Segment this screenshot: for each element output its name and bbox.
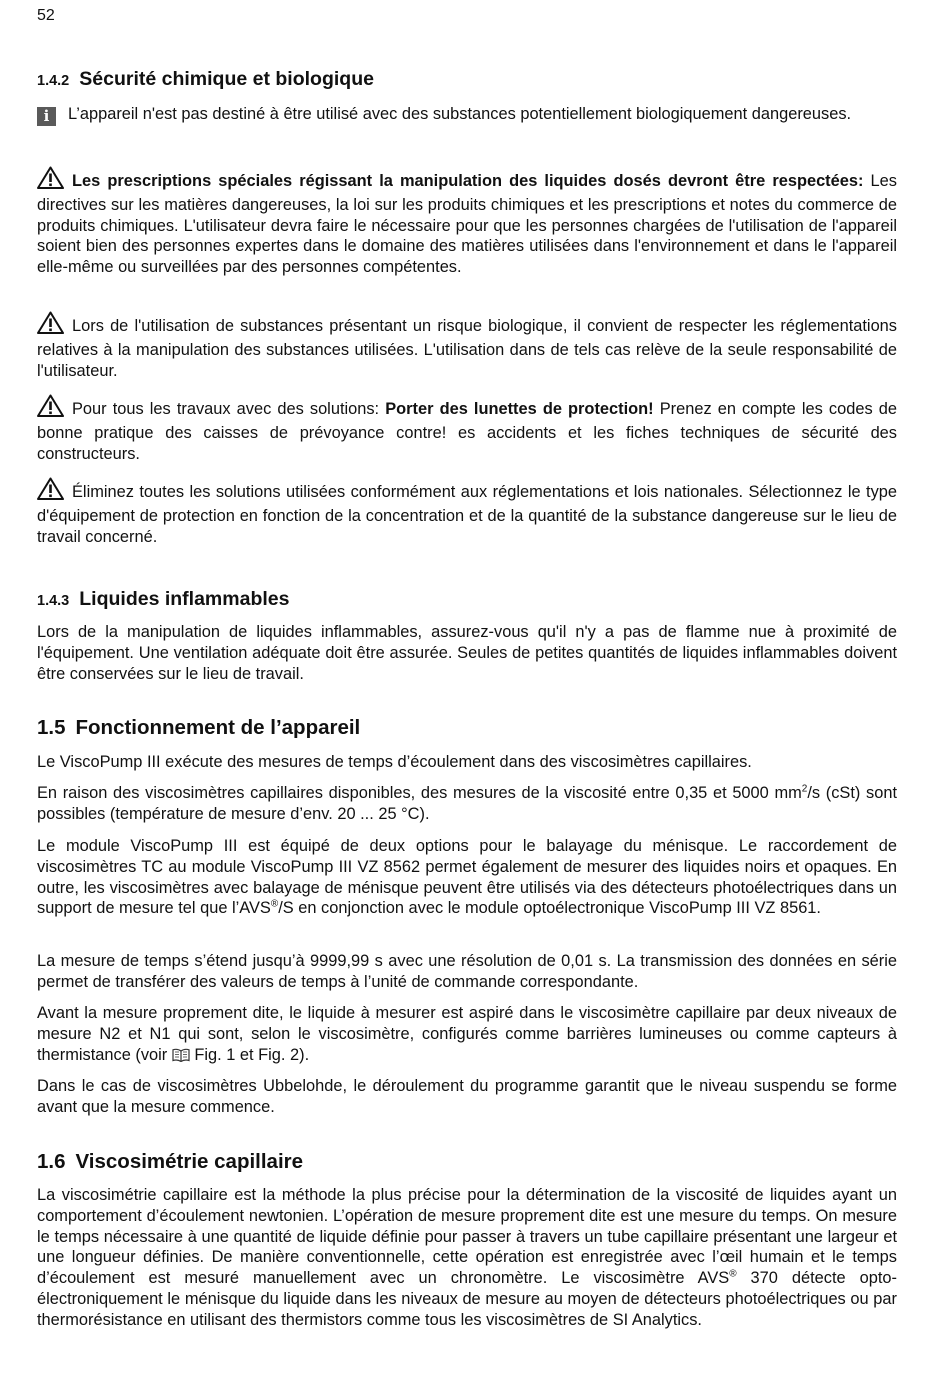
paragraph-text: 370 détecte opto-électroniquement le ménisque du liquide dans les niveaux de mesure au moyen de détecteurs photoélectriques ou par thermorésistance en utilisant des thermistors comme tous les viscosimètres de SI Analytics. xyxy=(37,1269,897,1329)
paragraph-text: Dans le cas de viscosimètres Ubbelohde, le déroulement du programme garantit que le niveau suspendu se forme avant que la mesure commence. xyxy=(37,1077,897,1116)
warning-bold-text: Porter des lunettes de protection! xyxy=(385,400,654,418)
paragraph xyxy=(37,622,897,684)
paragraph-text: Avant la mesure proprement dite, le liquide à mesurer est aspiré dans le viscosimètre capillaire par deux niveaux de mesure N2 et N1 qui sont, selon le viscosimètre, configurés comme barrières lumineuses ou comme capteurs à thermistance (voir xyxy=(37,1004,897,1064)
section-heading-1-5 xyxy=(37,716,360,740)
section-heading-1-4-2 xyxy=(37,68,374,91)
warning-note-1 xyxy=(37,166,897,278)
section-title: Liquides inflammables xyxy=(79,588,290,610)
warning-bold-text: Les prescriptions spéciales régissant la manipulation des liquides dosés devront être respectées: xyxy=(72,172,864,190)
paragraph-text: Le ViscoPump III exécute des mesures de temps d’écoulement dans des viscosimètres capillaires. xyxy=(37,753,752,771)
warning-text: Prenez en compte les codes de bonne pratique des caisses de prévoyance contre! es accidents et les fiches techniques de sécurité des constructeurs. xyxy=(37,400,897,463)
info-note xyxy=(37,104,897,126)
paragraph xyxy=(37,836,897,919)
paragraph-text: Fig. 1 et Fig. 2). xyxy=(189,1045,310,1064)
section-number: 1.6 xyxy=(37,1150,66,1173)
page-number: 52 xyxy=(37,7,55,24)
warning-icon xyxy=(37,166,64,195)
superscript: 2 xyxy=(801,783,808,795)
section-number: 1.5 xyxy=(37,716,66,739)
info-icon: i xyxy=(37,107,56,126)
section-heading-1-4-3 xyxy=(37,588,289,611)
paragraph xyxy=(37,1185,897,1331)
paragraph-text: La mesure de temps s’étend jusqu’à 9999,99 s avec une résolution de 0,01 s. La transmission des données en série permet de transférer des valeurs de temps à l’unité de commande correspondante. xyxy=(37,952,897,991)
paragraph xyxy=(37,783,897,825)
paragraph xyxy=(37,1003,897,1067)
warning-note-2 xyxy=(37,311,897,381)
warning-icon xyxy=(37,311,64,340)
warning-note-3 xyxy=(37,394,897,464)
warning-icon xyxy=(37,477,64,506)
section-number: 1.4.3 xyxy=(37,593,70,609)
section-number: 1.4.2 xyxy=(37,73,70,89)
paragraph-text: /S en conjonction avec le module optoélectronique ViscoPump III VZ 8561. xyxy=(278,899,821,918)
book-icon xyxy=(172,1047,190,1068)
paragraph xyxy=(37,1076,897,1118)
warning-text: Éliminez toutes les solutions utilisées conformément aux réglementations et lois nationales. Sélectionnez le type d'équipement de protection en fonction de la concentration et de la quantité de la substance dangereuse sur le lieu de travail concerné. xyxy=(37,483,897,546)
warning-text: Lors de l'utilisation de substances présentant un risque biologique, il convient de respecter les réglementations relatives à la manipulation des substances utilisées. L'utilisation dans de tels cas relève de la seule responsabilité de l'utilisateur. xyxy=(37,317,897,380)
paragraph-text: /s (cSt) sont possibles (température de mesure d’env. 20 ... 25 °C). xyxy=(37,784,898,823)
paragraph-text: La viscosimétrie capillaire est la méthode la plus précise pour la détermination de la viscosité de liquides ayant un comportement d’écoulement newtonien. L’opération de mesure proprement dite est une mesure du temps. On mesure le temps nécessaire à une quantité de liquide définie pour passer à travers un tube capillaire présentant une largeur et une longueur définies. De manière conventionnelle, cette opération est enregistrée avec l’œil humain et le temps d’écoulement est mesuré manuellement avec un chronomètre. Le viscosimètre AVS xyxy=(37,1186,897,1288)
superscript: ® xyxy=(729,1268,737,1280)
section-heading-1-6 xyxy=(37,1150,303,1174)
section-title: Fonctionnement de l’appareil xyxy=(75,716,361,739)
warning-note-4 xyxy=(37,477,897,547)
superscript: ® xyxy=(270,898,279,910)
paragraph xyxy=(37,752,897,773)
paragraph-text: En raison des viscosimètres capillaires disponibles, des mesures de la viscosité entre 0,35 et 5000 mm xyxy=(37,784,802,802)
info-note-text: L’appareil n'est pas destiné à être utilisé avec des substances potentiellement biologiquement dangereuses. xyxy=(68,105,852,123)
paragraph xyxy=(37,951,897,993)
paragraph-text: Lors de la manipulation de liquides inflammables, assurez-vous qu'il n'y a pas de flamme nue à proximité de l'équipement. Une ventilation adéquate doit être assurée. Seules de petites quantités de liquides inflammables doivent être conservées sur le lieu de travail. xyxy=(37,623,897,683)
warning-icon xyxy=(37,394,64,423)
warning-text: Les directives sur les matières dangereuses, la loi sur les produits chimiques et les prescriptions et notes du commerce de produits chimiques. L'utilisateur devra faire le nécessaire pour que les personnes chargées de l'utilisation de l'appareil soient bien des personnes expertes dans le domaine des matières utilisées dans l'environnement et dans le l'appareil elle-même ou surveillées par des personnes compétentes. xyxy=(37,172,897,277)
paragraph-text: Le module ViscoPump III est équipé de deux options pour le balayage du ménisque. Le raccordement de viscosimètres TC au module ViscoPump III VZ 8562 permet également de mesurer des liquides noirs et opaques. En outre, les viscosimètres avec balayage de ménisque peuvent être utilisés via des détecteurs photoélectriques dans un support de mesure tel que l’AVS xyxy=(37,837,897,918)
warning-text: Pour tous les travaux avec des solutions: xyxy=(72,400,386,418)
section-title: Viscosimétrie capillaire xyxy=(75,1150,304,1173)
section-title: Sécurité chimique et biologique xyxy=(79,68,374,90)
